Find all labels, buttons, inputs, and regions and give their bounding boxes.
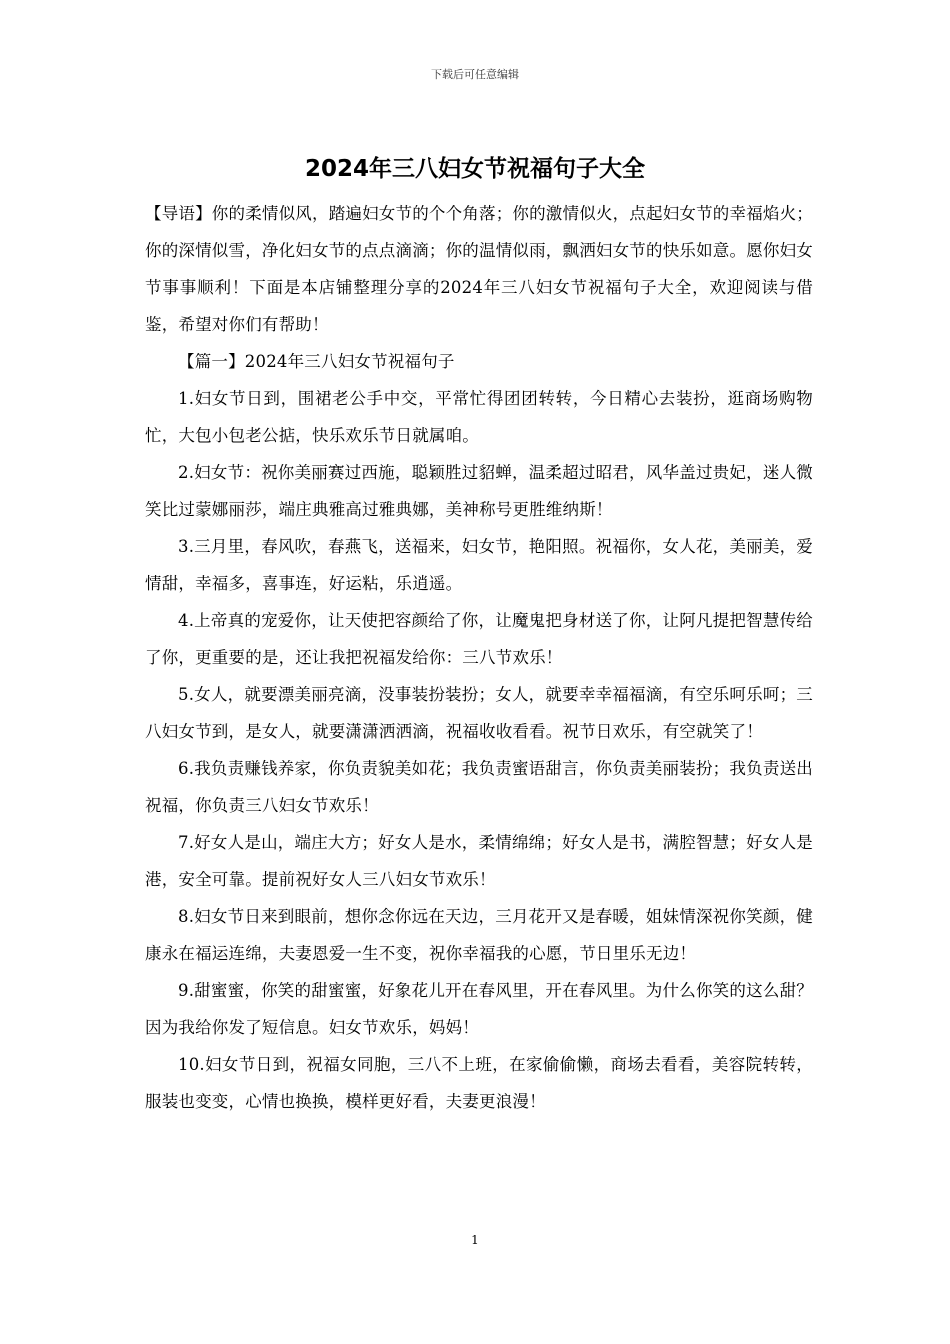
list-item: 2.妇女节：祝你美丽赛过西施，聪颖胜过貂蝉，温柔超过昭君，风华盖过贵妃，迷人微笑比过蒙娜丽莎，端庄典雅高过雅典娜，美神称号更胜维纳斯！ [145,463,813,519]
list-item: 6.我负责赚钱养家，你负责貌美如花；我负责蜜语甜言，你负责美丽装扮；我负责送出祝福，你负责三八妇女节欢乐！ [145,759,813,815]
list-item: 7.好女人是山，端庄大方；好女人是水，柔情绵绵；好女人是书，满腔智慧；好女人是港，安全可靠。提前祝好女人三八妇女节欢乐！ [145,833,813,889]
header-note: 下载后可任意编辑 [431,68,519,81]
intro-paragraph: 【导语】你的柔情似风，踏遍妇女节的个个角落；你的激情似火，点起妇女节的幸福焰火；你的深情似雪，净化妇女节的点点滴滴；你的温情似雨，飘洒妇女节的快乐如意。愿你妇女节事事顺利！下面是本店铺整理分享的2024年三八妇女节祝福句子大全，欢迎阅读与借鉴，希望对你们有帮助！ [145,204,813,334]
list-item: 1.妇女节日到，围裙老公手中交，平常忙得团团转转，今日精心去装扮，逛商场购物忙，大包小包老公掂，快乐欢乐节日就属咱。 [145,389,813,445]
page-number: 1 [471,1233,479,1247]
document-body [145,195,813,1120]
list-item: 9.甜蜜蜜，你笑的甜蜜蜜，好象花儿开在春风里，开在春风里。为什么你笑的这么甜？因为我给你发了短信息。妇女节欢乐，妈妈！ [145,981,813,1037]
list-item: 3.三月里，春风吹，春燕飞，送福来，妇女节，艳阳照。祝福你，女人花，美丽美，爱情甜，幸福多，喜事连，好运粘，乐逍遥。 [145,537,813,593]
list-item: 5.女人，就要漂美丽亮滴，没事装扮装扮；女人，就要幸幸福福滴，有空乐呵乐呵；三八妇女节到，是女人，就要潇潇洒洒滴，祝福收收看看。祝节日欢乐，有空就笑了！ [145,685,813,741]
section-heading: 【篇一】2024年三八妇女节祝福句子 [178,352,455,371]
list-item: 10.妇女节日到，祝福女同胞，三八不上班，在家偷偷懒，商场去看看，美容院转转，服装也变变，心情也换换，模样更好看，夫妻更浪漫！ [145,1055,813,1111]
list-item: 8.妇女节日来到眼前，想你念你远在天边，三月花开又是春暖，姐妹情深祝你笑颜，健康永在福运连绵，夫妻恩爱一生不变，祝你幸福我的心愿，节日里乐无边！ [145,907,813,963]
page-title: 2024年三八妇女节祝福句子大全 [304,156,645,182]
list-item: 4.上帝真的宠爱你，让天使把容颜给了你，让魔鬼把身材送了你，让阿凡提把智慧传给了你，更重要的是，还让我把祝福发给你：三八节欢乐！ [145,611,813,667]
